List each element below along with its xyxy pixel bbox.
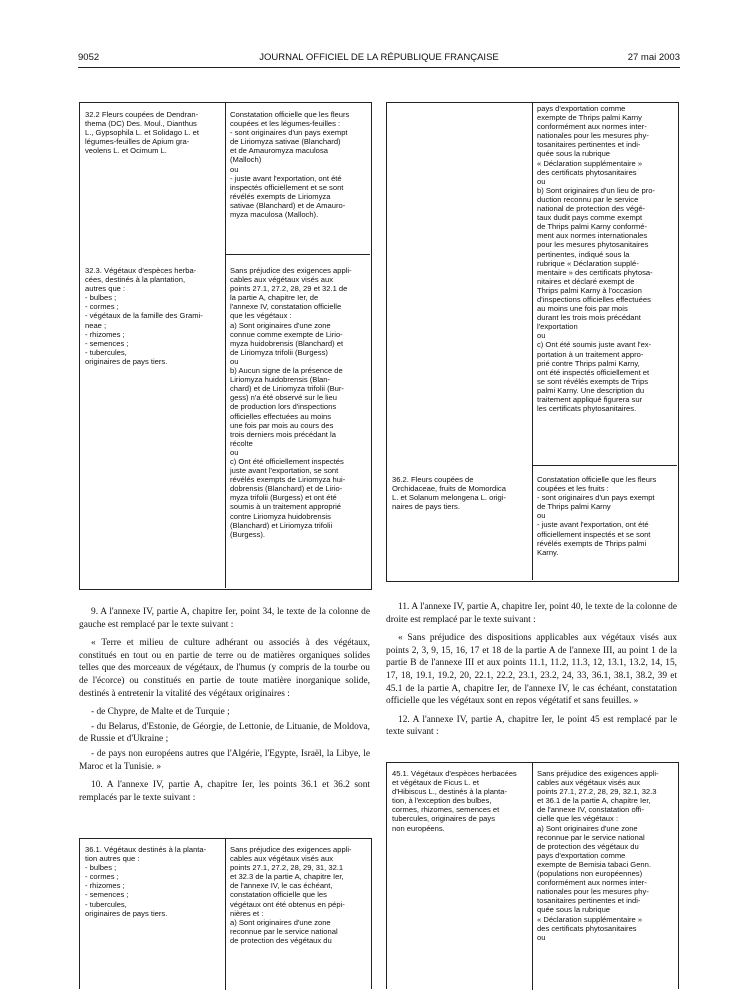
row-32-3-requirements: Sans préjudice des exigences appli- cables aux végétaux visés aux points 27.1, 27.2, 28, 29 et 32.1 de la partie A, chapitre Ier, de l'annexe IV, constatation officielle que les végétaux : a) Sont originaires d'une zone connue comme exempte de Lirio- myza huidobrensis (Blanchard) et de Liriomyza trifolii (Burgess) ou b) Aucun signe de la présence de Liriomyza huidobrensis (Blan- chard) et de Liriomyza trifolii (Bur- gess) n'a été observé sur le lieu de production lors d'inspections officielles effectuées au moins une fois par mois au cours des trois derniers mois précédant la récolte ou c) Ont été officiellement inspectés juste avant l'exportation, se sont révélés exempts de Liriomyza hui- dobrensis (Blanchard) et de Lirio- myza trifolii (Burgess) et ont été soumis à un traitement approprié contre Liriomyza huidobrensis (Blanchard) et Liriomyza trifolii (Burgess). (230, 266, 352, 539)
paragraph-12: 12. A l'annexe IV, partie A, chapitre Ier, le point 45 est remplacé par le texte suivant : (386, 714, 677, 738)
row-36-1-requirements: Sans préjudice des exigences appli- cables aux végétaux visés aux points 27.1, 27.2, 28, 29, 31, 32.1 et 32.3 de la partie A, chapitre Ier, de l'annexe IV, le cas échéant, constatation officielle que les végétaux ont été obtenus en pépi- nières et : a) Sont originaires d'une zone reconnue par le service national de protection des végétaux du (230, 845, 352, 945)
row-32-2-requirements: Constatation officielle que les fleurs coupées et les légumes-feuilles : - sont originaires d'un pays exempt de Liriomyza sativae (Blanchard) et de Amauromyza maculosa (Malloch) ou - juste avant l'exportation, ont été inspectés officiellement et se sont révélés exempts de Liriomyza sativae (Blanchard) et de Amauro- myza maculosa (Malloch). (230, 110, 350, 220)
origin-list (79, 706, 370, 773)
row-36-2-requirements: Constatation officielle que les fleurs coupées et les fruits : - sont originaires d'un pays exempt de Thrips palmi Karny ou - juste avant l'exportation, ont été officiellement inspectés et se sont révélés exempts de Thrips palmi Karny. (537, 475, 657, 557)
table-top-right-row-rule (532, 465, 677, 466)
publication-date: 27 mai 2003 (627, 52, 680, 63)
row-45-1-description: 45.1. Végétaux d'espèces herbacées et végétaux de Ficus L. et d'Hibiscus L., destinés à la planta- tion, à l'exception des bulbes, cormes, rhizomes, semences et tubercules, originaires de pays non européens. (392, 769, 517, 833)
paragraph-10: 10. A l'annexe IV, partie A, chapitre Ier, les points 36.1 et 36.2 sont remplacés par le texte suivant : (79, 780, 370, 803)
journal-title: JOURNAL OFFICIEL DE LA RÉPUBLIQUE FRANÇAISE (259, 52, 499, 63)
table-bottom-right-divider (532, 762, 533, 990)
right-column-text (386, 601, 677, 745)
paragraph-9: 9. A l'annexe IV, partie A, chapitre Ier, point 34, le texte de la colonne de gauche est remplacé par le texte suivant : (79, 607, 370, 630)
table-top-right-divider (532, 102, 533, 580)
page-number: 9052 (78, 52, 100, 63)
paragraph-11-quote: « Sans préjudice des dispositions applicables aux végétaux visés aux points 2, 3, 9, 15, 16, 17 et 18 de la partie A de l'annexe III, au point 1 de la partie B de l'annexe III et aux points 11.1, 11.2, 11.3, 12, 13.1, 13.2, 14, 15, 17, 18, 19.1, 19.2, 20, 22.1, 22.2, 23.1, 23.2, 24, 33, 36.1, 38.1, 38.2, 39 et 45.1 de la partie A, chapitre Ier, de l'annexe IV, le cas échéant, constatation officielle que les végétaux sont en repos végétatif et sans feuilles. » (386, 633, 677, 707)
row-36-2-description: 36.2. Fleurs coupées de Orchidaceae, fruits de Momordica L. et Solanum melongena L. origi- naires de pays tiers. (392, 475, 506, 512)
left-column-text (79, 606, 370, 810)
table-top-left-divider (225, 102, 226, 588)
row-32-2-description: 32.2 Fleurs coupées de Dendran- thema (DC) Des. Moul., Dianthus L., Gypsophila L. et Solidago L. et légumes-feuilles de Apium gra- veolens L. et Ocimum L. (85, 110, 199, 156)
row-45-1-requirements: Sans préjudice des exigences appli- cables aux végétaux visés aux points 27.1, 27.2, 28, 29, 32.1, 32.3 et 36.1 de la partie A, chapitre Ier, de l'annexe IV, constatation offi- cielle que les végétaux : a) Sont originaires d'une zone reconnue par le service national de protection des végétaux du pays d'exportation comme exempte de Bemisia tabaci Genn. (populations non européennes) conformément aux normes inter- nationales pour les mesures phy- tosanitaires pertinentes et indi- quée sous la rubrique « Déclaration supplémentaire » des certificats phytosanitaires ou (537, 769, 659, 942)
row-36-1-description: 36.1. Végétaux destinés à la planta- tion autres que : - bulbes ; - cormes ; - rhizomes ; - semences ; - tubercules, originaires de pays tiers. (85, 845, 207, 918)
list-item: - de pays non européens autres que l'Algérie, l'Egypte, Israël, la Libye, le Maroc et la Tunisie. » (79, 748, 370, 772)
thrips-requirements-continued: pays d'exportation comme exempte de Thrips palmi Karny conformément aux normes inter- nationales pour les mesures phy- tosanitaires pertinentes et indi- quée sous la rubrique « Déclaration supplémentaire » des certificats phytosanitaires ou b) Sont originaires d'un lieu de pro- duction reconnu par le service national de protection des végé- taux dudit pays comme exempt de Thrips palmi Karny conformé- ment aux normes internationales pour les mesures phytosanitaires pertinentes, indiqué sous la rubrique « Déclaration supplé- mentaire » des certificats phytosa- nitaires et déclaré exempt de Thrips palmi Karny à l'occasion d'inspections officielles effectuées au moins une fois par mois durant les trois mois précédant l'exportation ou c) Ont été soumis juste avant l'ex- portation à un traitement appro- prié contre Thrips palmi Karny, ont été inspectés officiellement et se sont révélés exempts de Trips palmi Karny. Une description du traitement appliqué figurera sur les certificats phytosanitaires. (537, 104, 655, 414)
paragraph-11: 11. A l'annexe IV, partie A, chapitre Ier, point 40, le texte de la colonne de droite est remplacé par le texte suivant : (386, 602, 677, 625)
table-top-left-row-rule (225, 254, 370, 255)
header-rule (78, 67, 680, 68)
table-bottom-left-divider (225, 838, 226, 990)
row-32-3-description: 32.3. Végétaux d'espèces herba- cées, destinés à la plantation, autres que : - bulbes ; - cormes ; - végétaux de la famille des Grami- neae ; - rhizomes ; - semences ; - tubercules, originaires de pays tiers. (85, 266, 203, 366)
list-item: - de Chypre, de Malte et de Turquie ; (91, 707, 230, 718)
list-item: - du Belarus, d'Estonie, de Géorgie, de Lettonie, de Lituanie, de Moldova, de Russie et d'Ukraine ; (79, 721, 370, 745)
paragraph-9-quote: « Terre et milieu de culture adhérant ou associés à des végétaux, constitués en tout ou en partie de terre ou de matières organiques solides telles que des morceaux de végétaux, de l'humus (y compris de la tourbe ou de l'écorce) ou constitués en partie de toute matière inorganique solide, destinés à entretenir la vitalité des végétaux originaires : (79, 638, 370, 699)
page-header (78, 52, 680, 66)
